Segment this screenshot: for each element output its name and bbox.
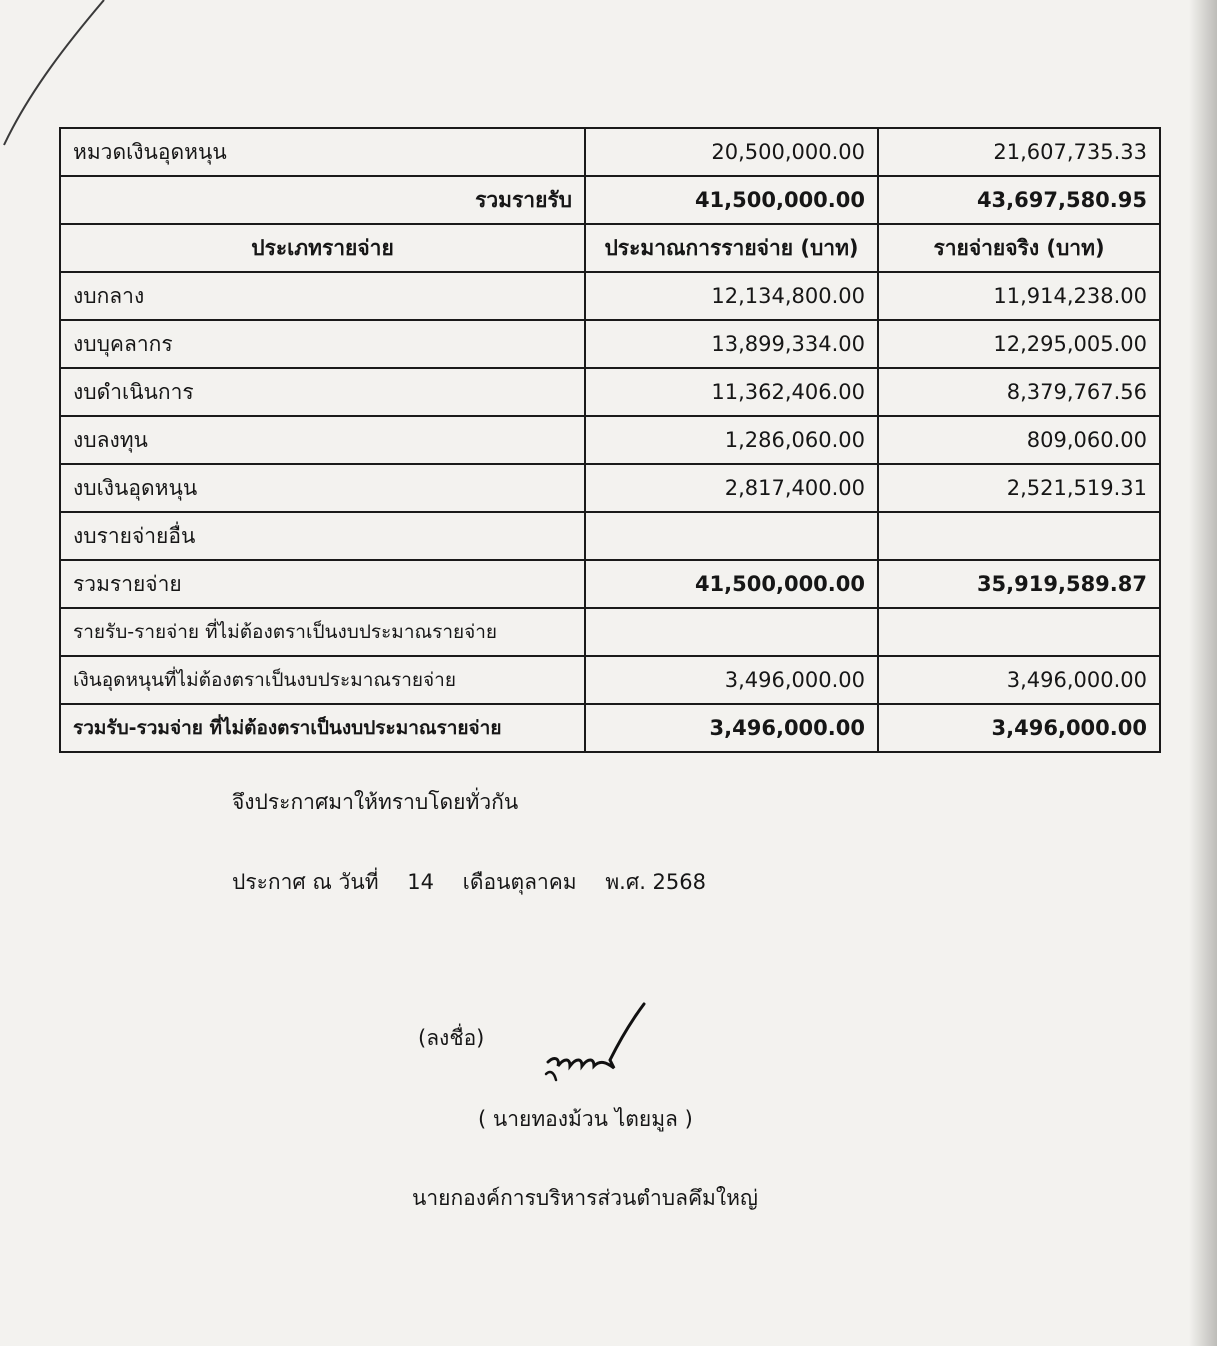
row-label: งบบุคลากร bbox=[60, 320, 585, 368]
row-estimate: 12,134,800.00 bbox=[585, 272, 878, 320]
row-estimate: 13,899,334.00 bbox=[585, 320, 878, 368]
table-row bbox=[60, 464, 1160, 512]
row-estimate: 20,500,000.00 bbox=[585, 128, 878, 176]
row-actual: 12,295,005.00 bbox=[878, 320, 1160, 368]
income-total-estimate: 41,500,000.00 bbox=[585, 176, 878, 224]
row-actual: 2,521,519.31 bbox=[878, 464, 1160, 512]
row-label: เงินอุดหนุนที่ไม่ต้องตราเป็นงบประมาณรายจ่าย bbox=[60, 656, 585, 704]
row-actual: 11,914,238.00 bbox=[878, 272, 1160, 320]
row-actual bbox=[878, 608, 1160, 656]
row-estimate: 2,817,400.00 bbox=[585, 464, 878, 512]
table-row bbox=[60, 416, 1160, 464]
signatory-position: นายกองค์การบริหารส่วนตำบลคึมใหญ่ bbox=[412, 1186, 758, 1210]
expense-total-actual: 35,919,589.87 bbox=[878, 560, 1160, 608]
off-budget-total-actual: 3,496,000.00 bbox=[878, 704, 1160, 752]
row-actual: 809,060.00 bbox=[878, 416, 1160, 464]
date-month: เดือนตุลาคม bbox=[462, 870, 577, 894]
table-row bbox=[60, 368, 1160, 416]
expense-total-estimate: 41,500,000.00 bbox=[585, 560, 878, 608]
expense-header-row bbox=[60, 224, 1160, 272]
page-edge-shadow bbox=[1189, 0, 1217, 1346]
row-label: งบดำเนินการ bbox=[60, 368, 585, 416]
off-budget-total-label: รวมรับ-รวมจ่าย ที่ไม่ต้องตราเป็นงบประมาณรายจ่าย bbox=[60, 704, 585, 752]
row-estimate bbox=[585, 608, 878, 656]
table-row bbox=[60, 320, 1160, 368]
off-budget-total-estimate: 3,496,000.00 bbox=[585, 704, 878, 752]
row-estimate: 11,362,406.00 bbox=[585, 368, 878, 416]
expense-total-row bbox=[60, 560, 1160, 608]
row-estimate: 3,496,000.00 bbox=[585, 656, 878, 704]
expense-estimate-header: ประมาณการรายจ่าย (บาท) bbox=[585, 224, 878, 272]
row-estimate: 1,286,060.00 bbox=[585, 416, 878, 464]
date-prefix: ประกาศ ณ วันที่ bbox=[232, 870, 379, 894]
signature-label: (ลงชื่อ) bbox=[418, 1026, 485, 1050]
announcement-text: จึงประกาศมาให้ทราบโดยทั่วกัน bbox=[232, 790, 519, 814]
table-row bbox=[60, 512, 1160, 560]
row-label: รายรับ-รายจ่าย ที่ไม่ต้องตราเป็นงบประมาณรายจ่าย bbox=[60, 608, 585, 656]
expense-total-label: รวมรายจ่าย bbox=[60, 560, 585, 608]
row-actual: 3,496,000.00 bbox=[878, 656, 1160, 704]
date-day: 14 bbox=[407, 870, 434, 894]
expense-actual-header: รายจ่ายจริง (บาท) bbox=[878, 224, 1160, 272]
row-estimate bbox=[585, 512, 878, 560]
table-row bbox=[60, 608, 1160, 656]
income-total-label: รวมรายรับ bbox=[60, 176, 585, 224]
expense-category-header: ประเภทรายจ่าย bbox=[60, 224, 585, 272]
date-line bbox=[232, 866, 706, 899]
budget-table bbox=[59, 127, 1161, 753]
row-label: หมวดเงินอุดหนุน bbox=[60, 128, 585, 176]
row-label: งบลงทุน bbox=[60, 416, 585, 464]
off-budget-total-row bbox=[60, 704, 1160, 752]
signatory-name: ( นายทองม้วน ไตยมูล ) bbox=[478, 1107, 693, 1131]
table-row bbox=[60, 656, 1160, 704]
income-total-actual: 43,697,580.95 bbox=[878, 176, 1160, 224]
table-row bbox=[60, 272, 1160, 320]
table-row bbox=[60, 128, 1160, 176]
income-total-row bbox=[60, 176, 1160, 224]
date-year: พ.ศ. 2568 bbox=[605, 870, 706, 894]
row-actual bbox=[878, 512, 1160, 560]
row-label: งบรายจ่ายอื่น bbox=[60, 512, 585, 560]
handwritten-signature bbox=[540, 1000, 650, 1090]
row-label: งบเงินอุดหนุน bbox=[60, 464, 585, 512]
row-label: งบกลาง bbox=[60, 272, 585, 320]
row-actual: 8,379,767.56 bbox=[878, 368, 1160, 416]
row-actual: 21,607,735.33 bbox=[878, 128, 1160, 176]
